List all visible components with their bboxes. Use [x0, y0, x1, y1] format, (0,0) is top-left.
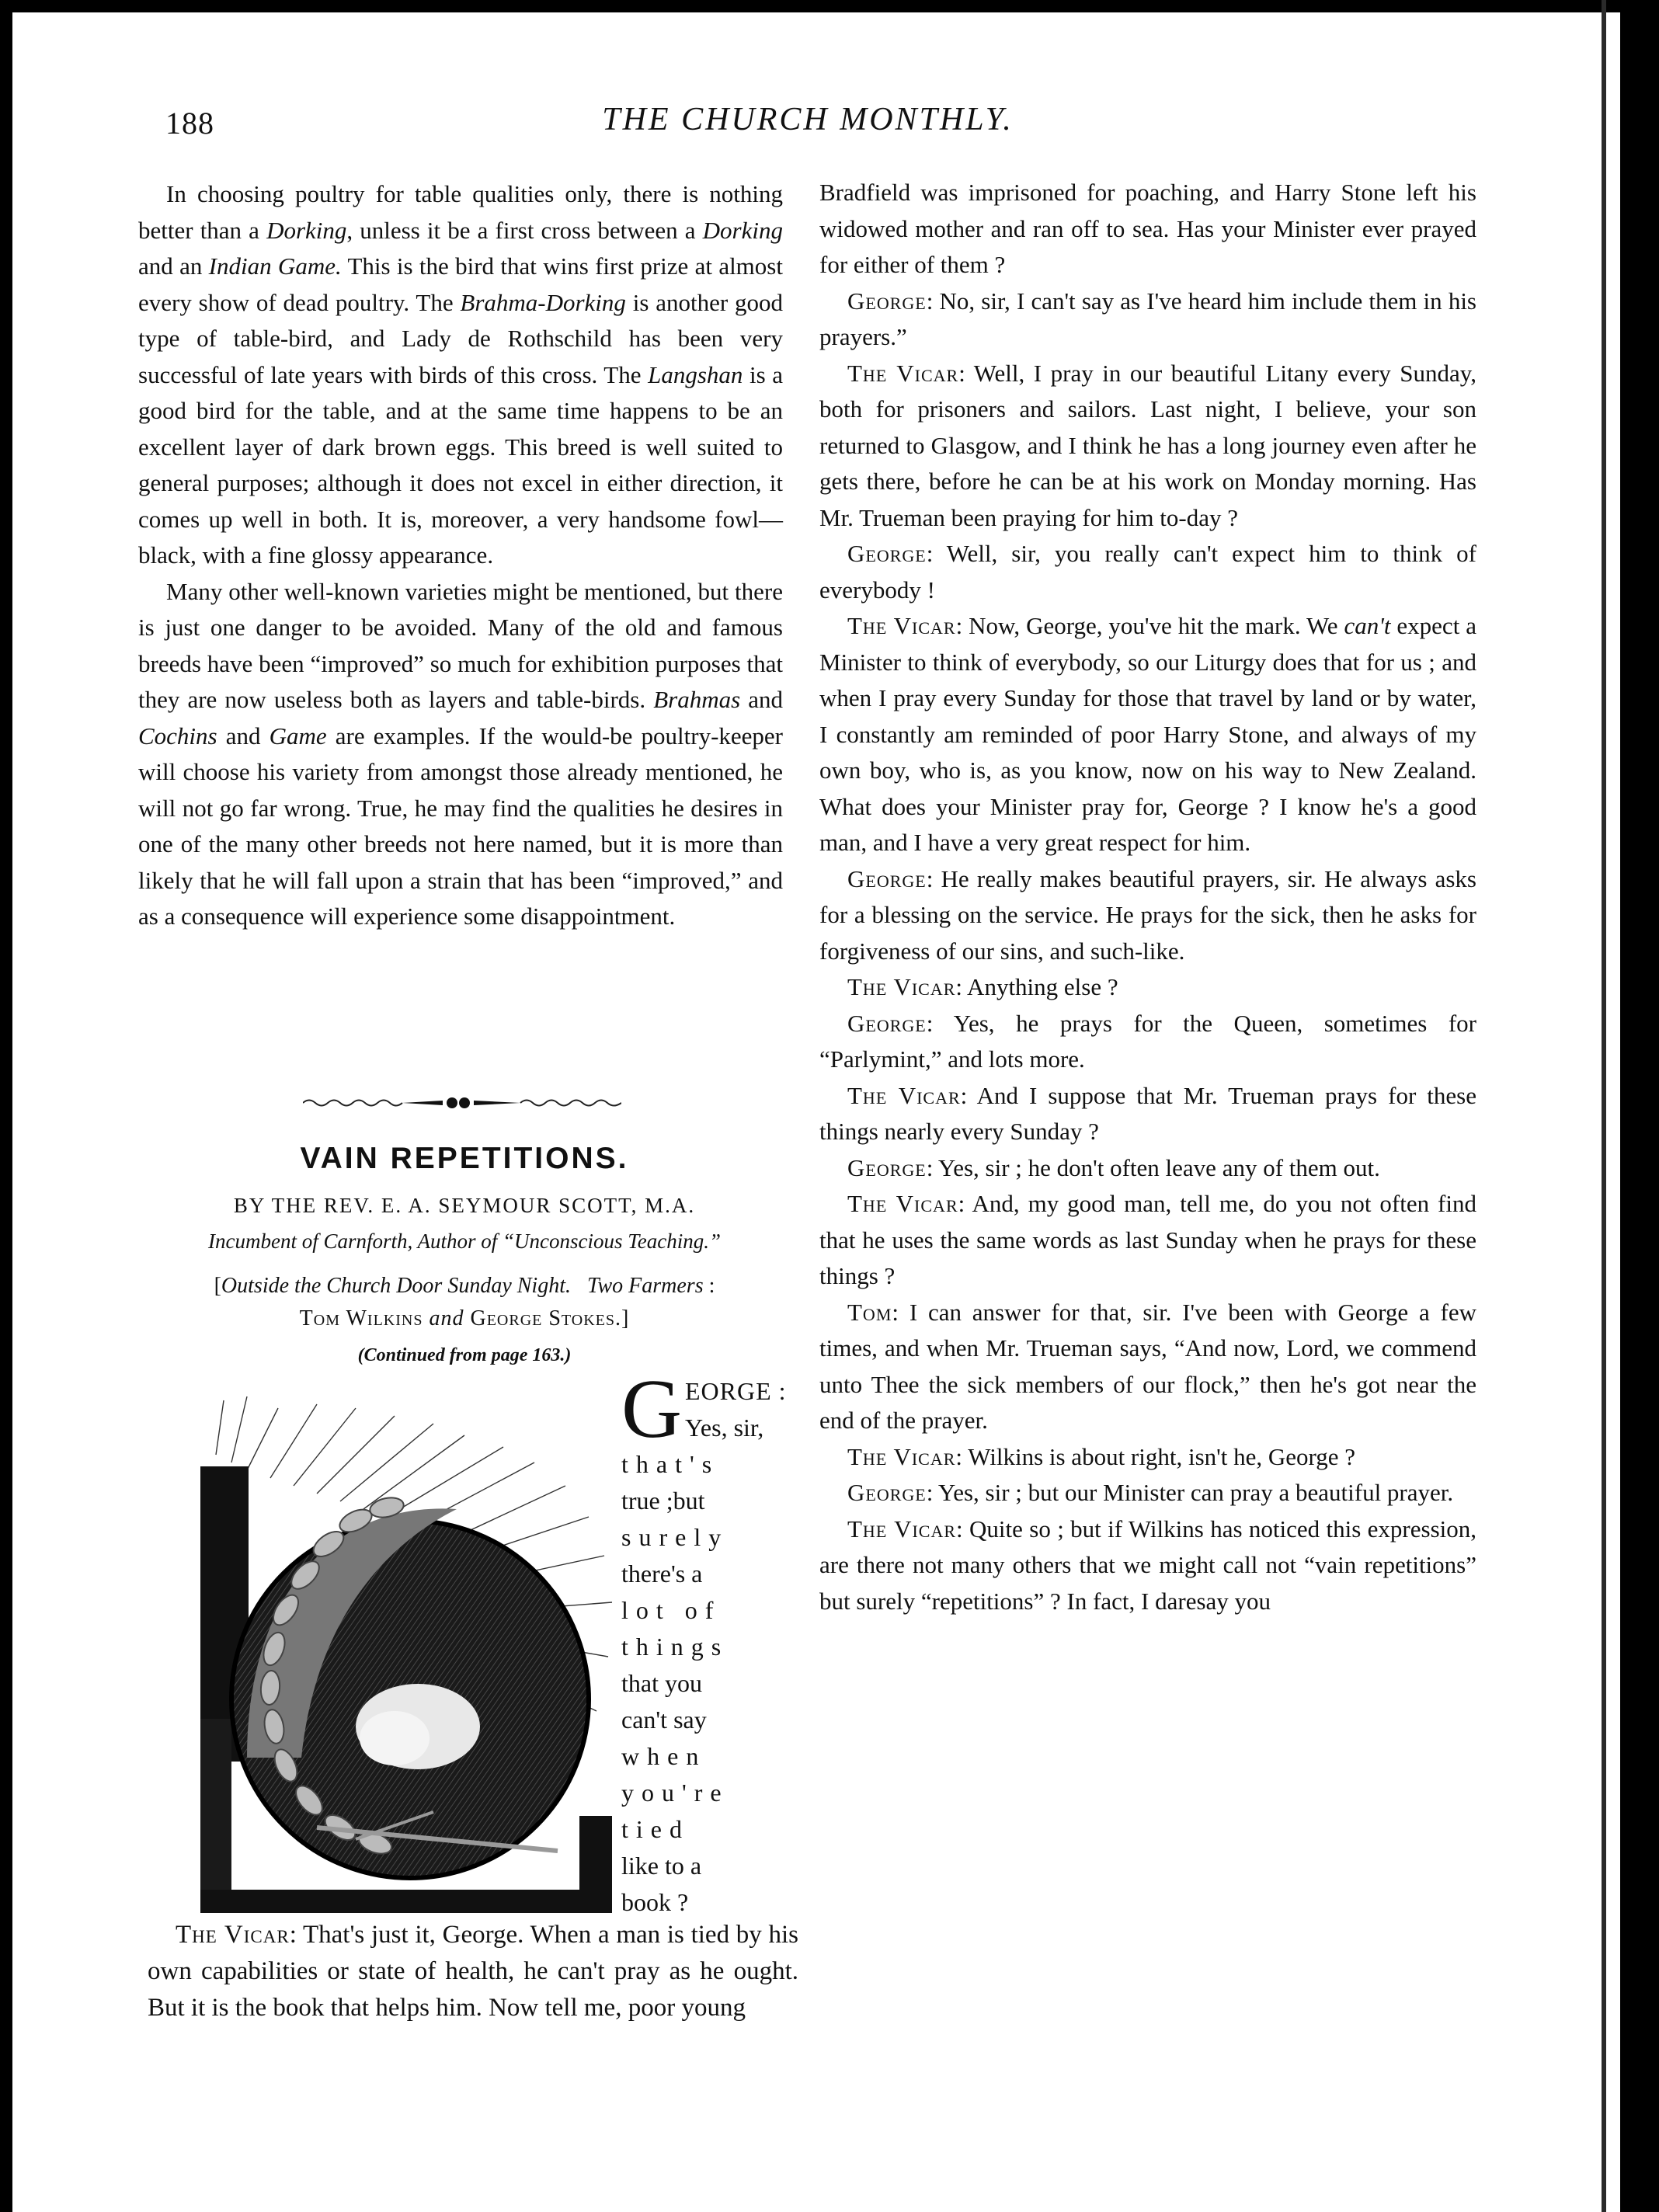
- speaker-name: George: [847, 1479, 927, 1506]
- speaker-name: George: [847, 864, 927, 892]
- running-title: THE CHURCH MONTHLY.: [602, 102, 1014, 137]
- dialogue-turn: George: Yes, he prays for the Queen, sometimes for “Parlymint,” and lots more.: [819, 1009, 1476, 1073]
- speaker-name: The Vicar: [847, 1442, 956, 1470]
- dialogue-turn: George: Yes, sir ; he don't often leave any of them out.: [847, 1153, 1380, 1181]
- speaker-name: George: [847, 287, 927, 315]
- section-divider-ornament: [303, 1091, 621, 1115]
- dialogue-turn: George: No, sir, I can't say as I've heard him include them in his prayers.”: [819, 287, 1476, 350]
- speaker-name: The Vicar: [176, 1921, 290, 1949]
- scan-border-top: [0, 0, 1659, 12]
- dialogue-turn: The Vicar: And, my good man, tell me, do you not often find that he uses the same words as last Sunday when he prays for these things ?: [819, 1190, 1476, 1289]
- scene-setting: [Outside the Church Door Sunday Night. Two Farmers :: [214, 1274, 715, 1298]
- page-number: 188: [165, 106, 214, 141]
- breed-game: Game: [269, 722, 327, 750]
- speaker-name: George: [847, 1009, 927, 1037]
- scene-characters: Tom Wilkins and George Stokes.]: [299, 1306, 630, 1330]
- continued-note: (Continued from page 163.): [357, 1345, 572, 1365]
- breed-dorking: Dorking: [702, 216, 783, 244]
- speaker-name: Tom: [847, 1298, 892, 1326]
- dialogue-turn: George: Well, sir, you really can't expect him to think of everybody !: [819, 540, 1476, 603]
- breed-langshan: Langshan: [648, 360, 743, 388]
- dialogue-turn: George: Yes, sir ; but our Minister can pray a beautiful prayer.: [847, 1479, 1454, 1506]
- dialogue-turn: George: He really makes beautiful prayers, sir. He always asks for a blessing on the service. He prays for the sick, then he asks for forgiveness of our sins, and such-like.: [819, 864, 1476, 965]
- breed-brahmas: Brahmas: [653, 686, 741, 713]
- breed-dorking: Dorking: [266, 216, 347, 244]
- dialogue-turn: The Vicar: Well, I pray in our beautiful Litany every Sunday, both for prisoners and sailors. Last night, I believe, your son returned to Glasgow, and I think he has a long journey even after he gets there, before he can be at his work on Monday morning. Has Mr. Trueman been praying for him to-day ?: [819, 359, 1476, 531]
- dialogue-turn: The Vicar: Wilkins is about right, isn't he, George ?: [847, 1442, 1356, 1470]
- scan-border-right: [1620, 0, 1659, 2212]
- scan-gutter-line: [1602, 0, 1606, 2212]
- dialogue-continuation: Bradfield was imprisoned for poaching, and Harry Stone left his widowed mother and ran off to sea. Has your Minister ever prayed for either of them ?: [819, 179, 1476, 278]
- speaker-name: The Vicar: [847, 359, 959, 387]
- speaker-name: The Vicar: [847, 973, 956, 1000]
- dialogue-turn: The Vicar: Quite so ; but if Wilkins has noticed this expression, are there not many others that we might call not “vain repetitions” but surely “repetitions” ? In fact, I daresay you: [819, 1515, 1476, 1615]
- speaker-name: The Vicar: [847, 1515, 957, 1542]
- dialogue-turn: The Vicar: Anything else ?: [847, 973, 1118, 1000]
- vicar-reply: The Vicar: That's just it, George. When a man is tied by his own capabilities or state of health, he can't pray as he ought. But it is the book that helps him. Now tell me, poor young: [148, 1921, 798, 2022]
- speaker-name: The Vicar: [847, 1081, 961, 1109]
- dialogue-turn: The Vicar: And I suppose that Mr. Trueman prays for these things nearly every Sunday ?: [819, 1081, 1476, 1145]
- breed-indian-game: Indian Game.: [208, 252, 342, 280]
- article-title: VAIN REPETITIONS.: [300, 1142, 629, 1175]
- speaker-name: The Vicar: [847, 612, 956, 639]
- breed-brahma-dorking: Brahma-Dorking: [460, 288, 626, 316]
- breed-cochins: Cochins: [138, 722, 217, 750]
- article-byline: BY THE REV. E. A. SEYMOUR SCOTT, M.A.: [233, 1194, 696, 1217]
- poultry-paragraph-1: In choosing poultry for table qualities only, there is nothing better than a Dorking, unless it be a first cross between a Dorking and an Indian Game. This is the bird that wins first prize at almost every show of dead poultry. The Brahma-Dorking is another good type of table-bird, and Lady de Rothschild has been very successful of late years with birds of this cross. The Langshan is a good bird for the table, and at the same time happens to be an excellent layer of dark brown eggs. This breed is well suited to general purposes; although it does not excel in either direction, it comes up well in both. It is, moreover, a very handsome fowl—black, with a fine glossy appearance.: [138, 180, 784, 569]
- author-description: Incumbent of Carnforth, Author of “Unconscious Teaching.”: [207, 1229, 722, 1253]
- dialogue-turn: The Vicar: Now, George, you've hit the mark. We can't expect a Minister to think of everybody, so our Liturgy does that for us ; and when I pray every Sunday for those that travel by land or by water, I constantly am reminded of poor Harry Stone, and always of my own boy, who is, as you know, now on his way to New Zealand. What does your Minister pray for, George ? I know he's a good man, and I have a very great respect for him.: [819, 612, 1476, 856]
- speaker-name: George: [847, 1153, 927, 1181]
- poultry-column: [138, 176, 783, 935]
- speaker-name: George: [847, 540, 927, 567]
- scan-border-left: [0, 0, 12, 2212]
- dialogue-opening: G EORGE : Yes, sir, that's true ;but surely there's a lot of things that you can't say when you're tied like to a book ?: [621, 1363, 787, 1916]
- speaker-name: The Vicar: [847, 1190, 958, 1217]
- drop-cap-letter: G: [621, 1363, 682, 1456]
- dialogue-turn: Tom: I can answer for that, sir. I've been with George a few times, and when Mr. Trueman says, “And now, Lord, we commend unto Thee the sick members of our flock,” then he's got near the end of the prayer.: [819, 1298, 1476, 1434]
- dialogue-column: [819, 175, 1476, 1619]
- wheat-sheaf-illustration: [200, 1393, 617, 1919]
- poultry-paragraph-2: Many other well-known varieties might be mentioned, but there is just one danger to be avoided. Many of the old and famous breeds have been “improved” so much for exhibition purposes that they are now useless both as layers and table-birds. Brahmas and Cochins and Game are examples. If the would-be poultry-keeper will choose his variety from amongst those already mentioned, he will not go far wrong. True, he may find the qualities he desires in one of the many other breeds not here named, but it is more than likely that he will fall upon a strain that has been “improved,” and as a consequence will experience some disappointment.: [138, 577, 783, 930]
